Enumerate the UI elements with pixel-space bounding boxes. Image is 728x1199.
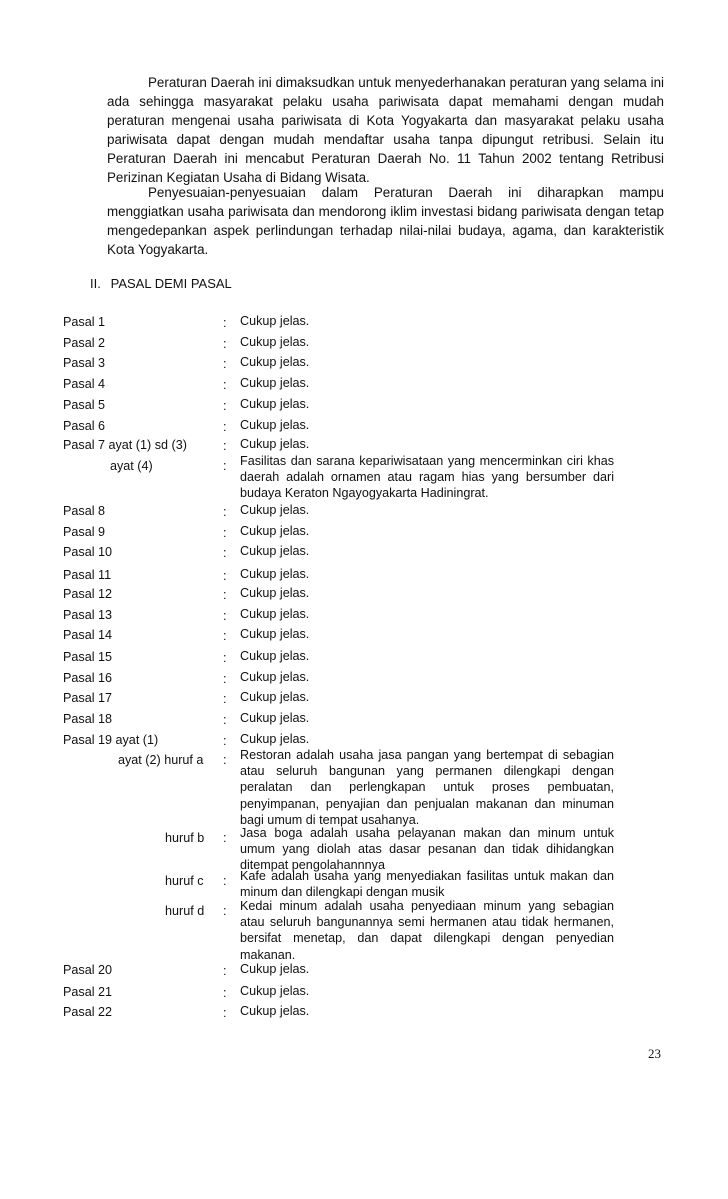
article-label: Pasal 16: [63, 671, 113, 685]
article-explanation: Cukup jelas.: [240, 314, 310, 328]
article-explanation: Cukup jelas.: [240, 1004, 310, 1018]
article-colon: :: [223, 439, 227, 453]
article-explanation: Cukup jelas.: [240, 355, 310, 369]
article-colon: :: [223, 337, 227, 351]
article-label: Pasal 22: [63, 1005, 113, 1019]
article-colon: :: [223, 692, 227, 706]
section-title: PASAL DEMI PASAL: [110, 276, 232, 291]
section-heading: [90, 276, 232, 291]
article-explanation: Cukup jelas.: [240, 711, 310, 725]
article-colon: :: [223, 588, 227, 602]
article-label: Pasal 20: [63, 963, 113, 977]
article-colon: :: [223, 713, 227, 727]
article-label: Pasal 17: [63, 691, 113, 705]
article-colon: :: [223, 378, 227, 392]
article-label: Pasal 10: [63, 545, 113, 559]
article-label: Pasal 5: [63, 398, 106, 412]
article-explanation: Cukup jelas.: [240, 503, 310, 517]
article-colon: :: [223, 569, 227, 583]
article-label: Pasal 14: [63, 628, 113, 642]
article-explanation: Cukup jelas.: [240, 690, 310, 704]
article-colon: :: [223, 316, 227, 330]
article-label: huruf d: [165, 904, 205, 918]
article-label: Pasal 4: [63, 377, 106, 391]
article-label: Pasal 2: [63, 336, 106, 350]
article-explanation: Cukup jelas.: [240, 335, 310, 349]
article-explanation: Cukup jelas.: [240, 524, 310, 538]
article-colon: :: [223, 399, 227, 413]
article-explanation: Kafe adalah usaha yang menyediakan fasilitas untuk makan dan minum dan dilengkapi dengan musik: [240, 869, 614, 900]
article-colon: :: [223, 964, 227, 978]
paragraph-1-text: Peraturan Daerah ini dimaksudkan untuk menyederhanakan peraturan yang selama ini ada sehingga masyarakat pelaku usaha pariwisata dapat memahami dengan mudah peraturan mengenai usaha pariwisata di Kota Yogyakarta dan masyarakat pelaku usaha pariwisata dapat dengan mudah mendaftar usaha tanpa dipungut retribusi. Selain itu Peraturan Daerah ini mencabut Peraturan Daerah No. 11 Tahun 2002 tentang Retribusi Perizinan Kegiatan Usaha di Bidang Wisata.: [107, 75, 664, 185]
article-colon: :: [223, 986, 227, 1000]
article-label: huruf b: [165, 831, 205, 845]
article-explanation: Cukup jelas.: [240, 984, 310, 998]
article-label: Pasal 18: [63, 712, 113, 726]
article-label: Pasal 12: [63, 587, 113, 601]
article-label: Pasal 9: [63, 525, 106, 539]
article-label: Pasal 21: [63, 985, 113, 999]
article-colon: :: [223, 459, 227, 473]
article-explanation: Cukup jelas.: [240, 437, 310, 451]
article-colon: :: [223, 874, 227, 888]
article-colon: :: [223, 1006, 227, 1020]
article-colon: :: [223, 420, 227, 434]
article-label: ayat (2) huruf a: [118, 753, 204, 767]
article-colon: :: [223, 609, 227, 623]
article-explanation: Restoran adalah usaha jasa pangan yang bertempat di sebagian atau seluruh bangunan yang permanen dilengkapi dengan peralatan dan perlengkapan untuk proses pembuatan, penyimpanan, penyajian dan penjualan makanan dan minuman bagi umum di tempat usahanya.: [240, 748, 614, 827]
article-explanation: Cukup jelas.: [240, 544, 310, 558]
article-colon: :: [223, 505, 227, 519]
article-label: Pasal 11: [63, 568, 112, 582]
article-label: Pasal 15: [63, 650, 113, 664]
article-label: Pasal 7 ayat (1) sd (3): [63, 438, 187, 452]
article-label: Pasal 19 ayat (1): [63, 733, 159, 747]
article-colon: :: [223, 753, 227, 767]
article-colon: :: [223, 672, 227, 686]
article-colon: :: [223, 831, 227, 845]
article-colon: :: [223, 651, 227, 665]
article-colon: :: [223, 546, 227, 560]
page-number: 23: [648, 1046, 661, 1061]
section-number: II.: [90, 276, 101, 291]
article-explanation: Cukup jelas.: [240, 627, 310, 641]
article-label: ayat (4): [110, 459, 153, 473]
article-colon: :: [223, 629, 227, 643]
article-explanation: Cukup jelas.: [240, 732, 310, 746]
article-label: huruf c: [165, 874, 204, 888]
article-explanation: Cukup jelas.: [240, 962, 310, 976]
article-explanation: Cukup jelas.: [240, 607, 310, 621]
paragraph-2-text: Penyesuaian-penyesuaian dalam Peraturan Daerah ini diharapkan mampu menggiatkan usaha pariwisata dan mendorong iklim investasi bidang pariwisata dengan tetap mengedepankan aspek perlindungan terhadap nilai-nilai budaya, agama, dan karakteristik Kota Yogyakarta.: [107, 185, 664, 257]
article-explanation: Kedai minum adalah usaha penyediaan minum yang sebagian atau seluruh bangunannya semi hermanen atau tidak hermanen, bersifat menetap, dan dapat dilengkapi dengan penyedian makanan.: [240, 899, 614, 962]
article-colon: :: [223, 734, 227, 748]
article-explanation: Fasilitas dan sarana kepariwisataan yang mencerminkan ciri khas daerah adalah ornamen atau ragam hias yang bersumber dari budaya Keraton Ngayogyakarta Hadiningrat.: [240, 454, 614, 501]
article-explanation: Cukup jelas.: [240, 397, 310, 411]
article-explanation: Cukup jelas.: [240, 567, 310, 581]
paragraph-2: [107, 183, 664, 259]
paragraph-1: [107, 73, 664, 187]
article-explanation: Cukup jelas.: [240, 376, 310, 390]
article-label: Pasal 13: [63, 608, 113, 622]
article-label: Pasal 6: [63, 419, 106, 433]
article-colon: :: [223, 904, 227, 918]
article-colon: :: [223, 526, 227, 540]
article-label: Pasal 1: [63, 315, 106, 329]
article-explanation: Cukup jelas.: [240, 649, 310, 663]
article-explanation: Jasa boga adalah usaha pelayanan makan dan minum untuk umum yang diolah atas dasar pesanan dan tidak dihidangkan ditempat pengolahannnya: [240, 826, 614, 873]
article-explanation: Cukup jelas.: [240, 586, 310, 600]
article-explanation: Cukup jelas.: [240, 670, 310, 684]
article-explanation: Cukup jelas.: [240, 418, 310, 432]
article-label: Pasal 8: [63, 504, 106, 518]
article-label: Pasal 3: [63, 356, 106, 370]
article-colon: :: [223, 357, 227, 371]
